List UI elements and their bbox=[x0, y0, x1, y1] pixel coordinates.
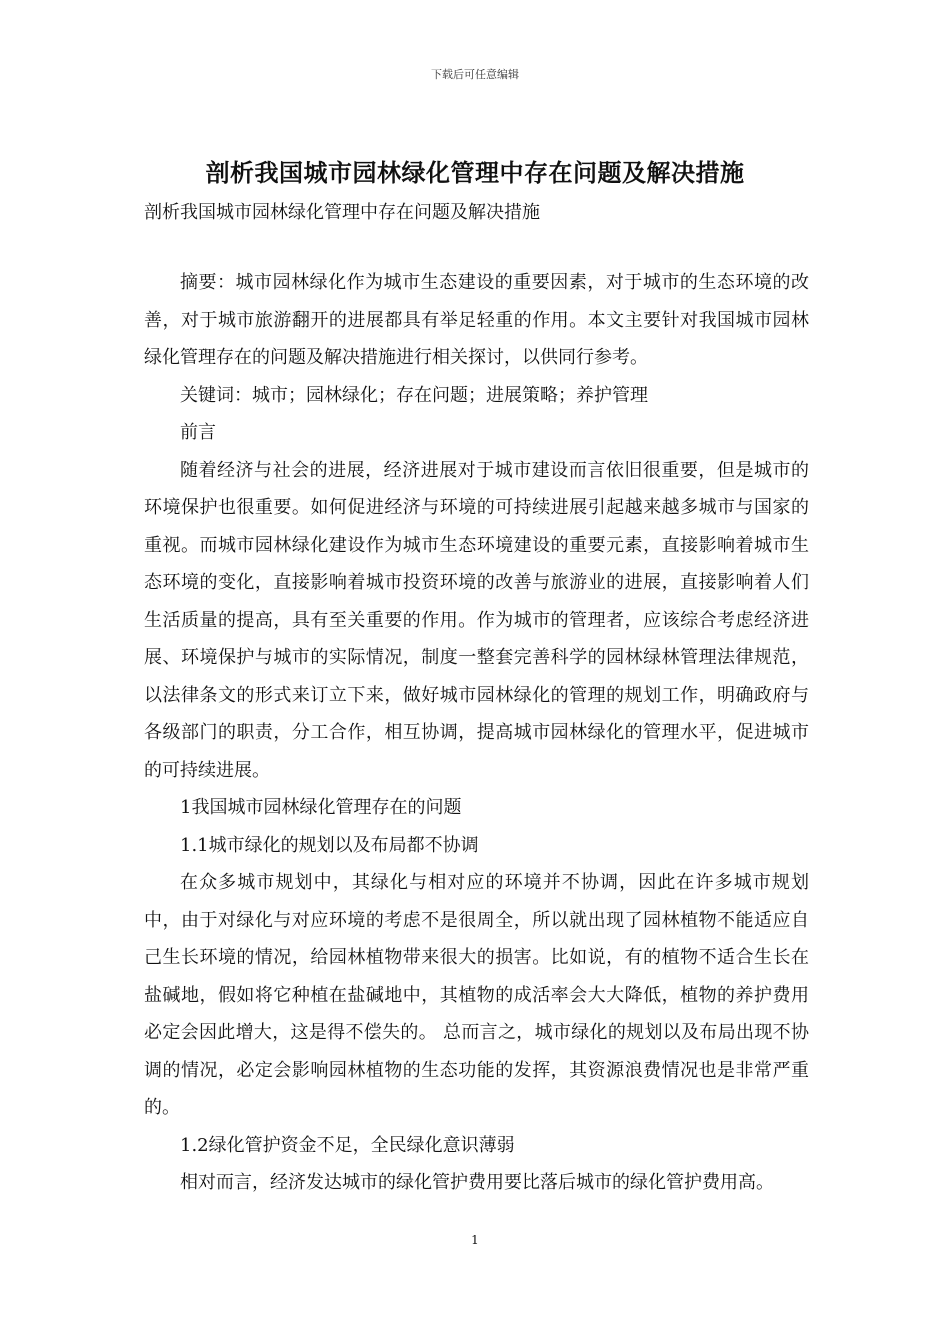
document-subtitle: 剖析我国城市园林绿化管理中存在问题及解决措施 bbox=[144, 202, 540, 223]
header-note: 下载后可任意编辑 bbox=[431, 68, 519, 81]
section-1-2-heading: 1.2绿化管护资金不足，全民绿化意识薄弱 bbox=[180, 1134, 515, 1156]
section-1-1-paragraph: 在众多城市规划中，其绿化与相对应的环境并不协调，因此在许多城市规划中，由于对绿化与对应环境的考虑不是很周全，所以就出现了园林植物不能适应自己生长环境的情况，给园林植物带来很大的损害。比如说，有的植物不适合生长在盐碱地，假如将它种植在盐碱地中，其植物的成活率会大大降低，植物的养护费用必定会因此增大，这是得不偿失的。 总而言之，城市绿化的规划以及布局出现不协调的情况，必定会影响园林植物的生态功能的发挥，其资源浪费情况也是非常严重的。 bbox=[144, 872, 809, 1118]
keywords-paragraph: 关键词：城市；园林绿化；存在问题；进展策略；养护管理 bbox=[180, 384, 648, 406]
document-body bbox=[144, 264, 809, 1202]
document-title: 剖析我国城市园林绿化管理中存在问题及解决措施 bbox=[205, 158, 745, 187]
section-1-1-heading: 1.1城市绿化的规划以及布局都不协调 bbox=[180, 834, 479, 856]
preface-paragraph: 随着经济与社会的进展，经济进展对于城市建设而言依旧很重要，但是城市的环境保护也很重要。如何促进经济与环境的可持续进展引起越来越多城市与国家的重视。而城市园林绿化建设作为城市生态环境建设的重要元素，直接影响着城市生态环境的变化，直接影响着城市投资环境的改善与旅游业的进展，直接影响着人们生活质量的提高，具有至关重要的作用。作为城市的管理者，应该综合考虑经济进展、环境保护与城市的实际情况，制度一整套完善科学的园林绿林管理法律规范，以法律条文的形式来订立下来，做好城市园林绿化的管理的规划工作，明确政府与各级部门的职责，分工合作，相互协调，提高城市园林绿化的管理水平，促进城市的可持续进展。 bbox=[144, 459, 809, 781]
section-1-2-paragraph: 相对而言，经济发达城市的绿化管护费用要比落后城市的绿化管护费用高。 bbox=[180, 1172, 774, 1193]
section-1-heading: 1我国城市园林绿化管理存在的问题 bbox=[180, 797, 462, 818]
page-number: 1 bbox=[471, 1233, 479, 1247]
abstract-paragraph: 摘要：城市园林绿化作为城市生态建设的重要因素，对于城市的生态环境的改善，对于城市旅游翻开的进展都具有举足轻重的作用。本文主要针对我国城市园林绿化管理存在的问题及解决措施进行相关探讨，以供同行参考。 bbox=[144, 272, 809, 368]
preface-heading: 前言 bbox=[180, 422, 216, 443]
